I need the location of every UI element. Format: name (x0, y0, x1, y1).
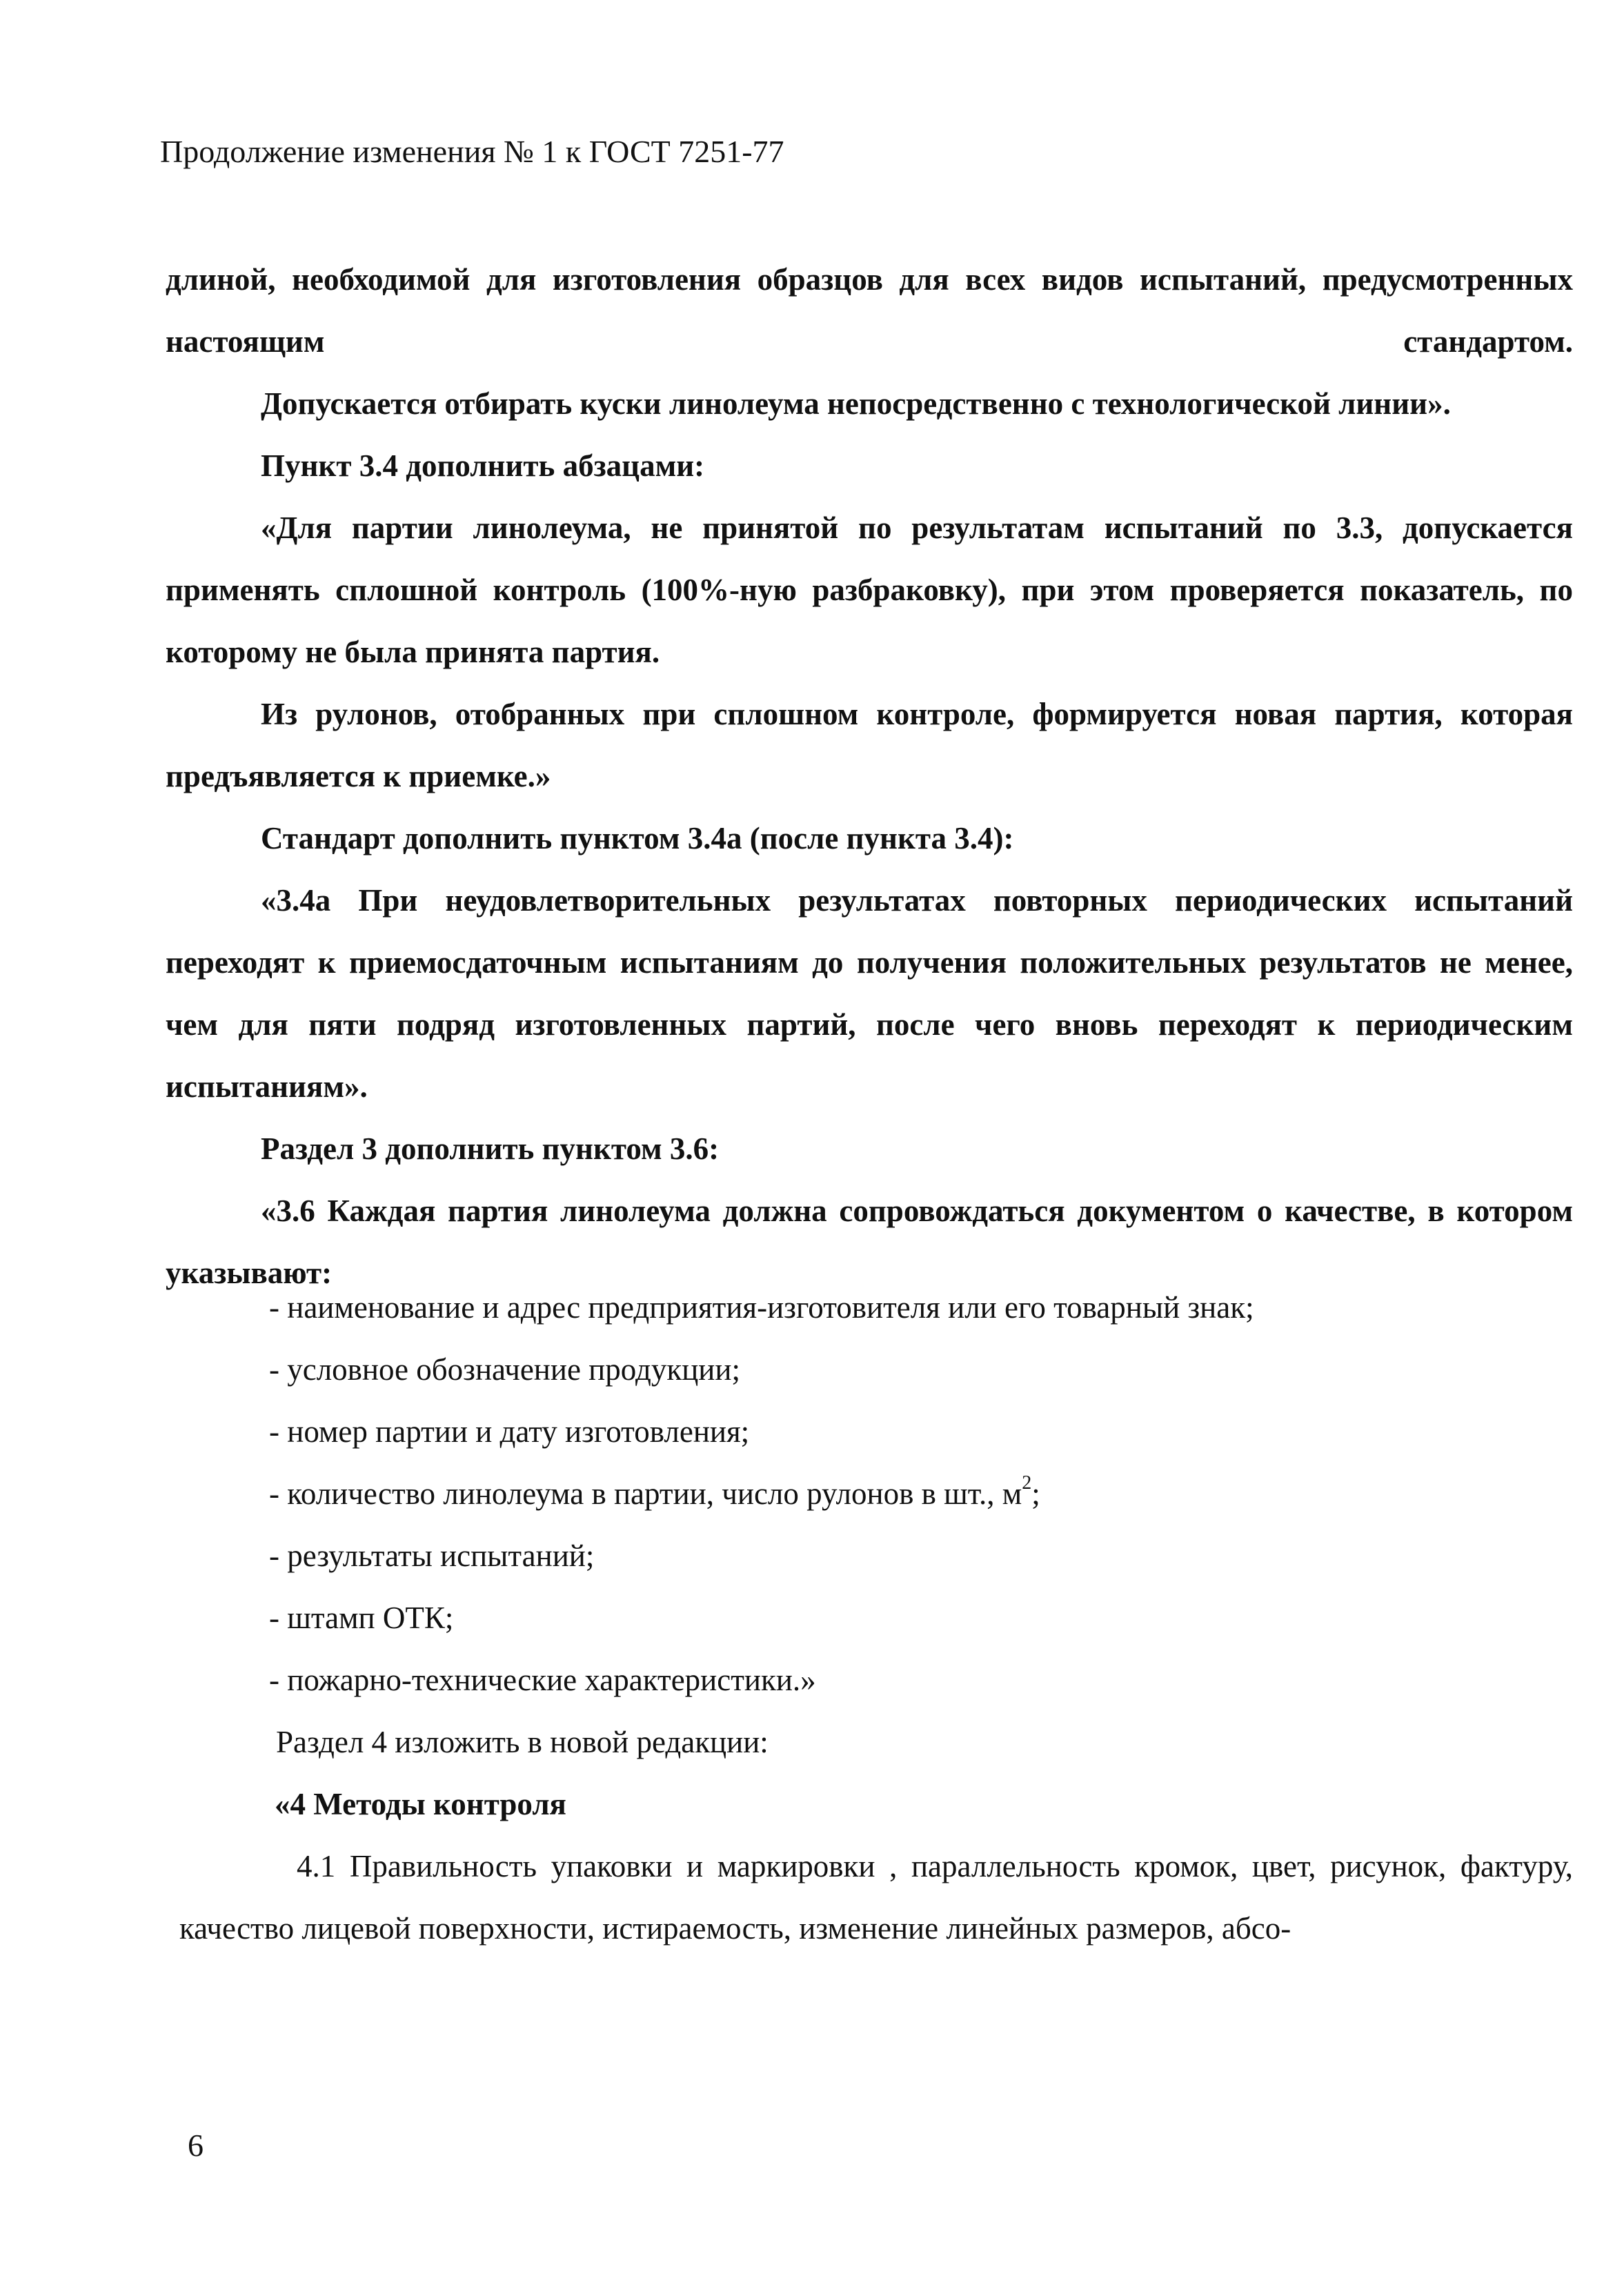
paragraph-continuation: длиной, необходимой для изготовления образцов для всех видов испытаний, предусмотренных настоящим стандартом. (166, 262, 1573, 359)
paragraph-item-3-4a: «3.4а При неудовлетворительных результатах повторных периодических испытаний переходят к приемосдаточным испытаниям до получения положительных результатов не менее, чем для пяти подряд изготовленных партий, после чего вновь переходят к периодическим испытаниям». (166, 883, 1573, 1104)
paragraph-item-3-4a-intro: Стандарт дополнить пунктом 3.4а (после пункта 3.4): (261, 821, 1014, 855)
list-item: - пожарно-технические характеристики.» (269, 1663, 816, 1697)
list-item-text: - количество линолеума в партии, число рулонов в шт., м (269, 1476, 1022, 1511)
list-item: - результаты испытаний; (269, 1538, 595, 1573)
paragraph-batch-control: «Для партии линолеума, не принятой по результатам испытаний по 3.3, допускается применять сплошной контроль (100%-ную разбраковку), при этом проверяется показатель, по которому не была принята партия. (166, 511, 1573, 669)
paragraph-allowance: Допускается отбирать куски линолеума непосредственно с технологической линии». (261, 386, 1451, 421)
superscript-exponent: 2 (1022, 1472, 1032, 1494)
quality-document-list (166, 1276, 1573, 1959)
list-item: - условное обозначение продукции; (269, 1352, 740, 1387)
paragraph-section-3-addition: Раздел 3 дополнить пунктом 3.6: (261, 1131, 720, 1166)
page-number: 6 (188, 2128, 204, 2163)
paragraph-item-3-6: «3.6 Каждая партия линолеума должна сопровождаться документом о качестве, в котором указывают: (166, 1194, 1573, 1290)
list-item: - штамп ОТК; (269, 1601, 454, 1635)
paragraph-4-1: 4.1 Правильность упаковки и маркировки , параллельность кромок, цвет, рисунок, фактуру, качество лицевой поверхности, истираемость, изменение линейных размеров, абсо- (179, 1849, 1573, 1946)
list-item: - наименование и адрес предприятия-изготовителя или его товарный знак; (269, 1290, 1254, 1325)
paragraph-item-3-4: Пункт 3.4 дополнить абзацами: (261, 448, 705, 483)
document-body (166, 248, 1573, 1304)
page-header: Продолжение изменения № 1 к ГОСТ 7251-77 (160, 134, 784, 169)
section-4-intro: Раздел 4 изложить в новой редакции: (276, 1725, 769, 1759)
paragraph-new-batch: Из рулонов, отобранных при сплошном контроле, формируется новая партия, которая предъявляется к приемке.» (166, 697, 1573, 793)
list-item-quantity (166, 1463, 1573, 1525)
section-4-title: «4 Методы контроля (275, 1787, 566, 1821)
list-item-suffix: ; (1031, 1476, 1040, 1511)
list-item: - номер партии и дату изготовления; (269, 1414, 750, 1449)
